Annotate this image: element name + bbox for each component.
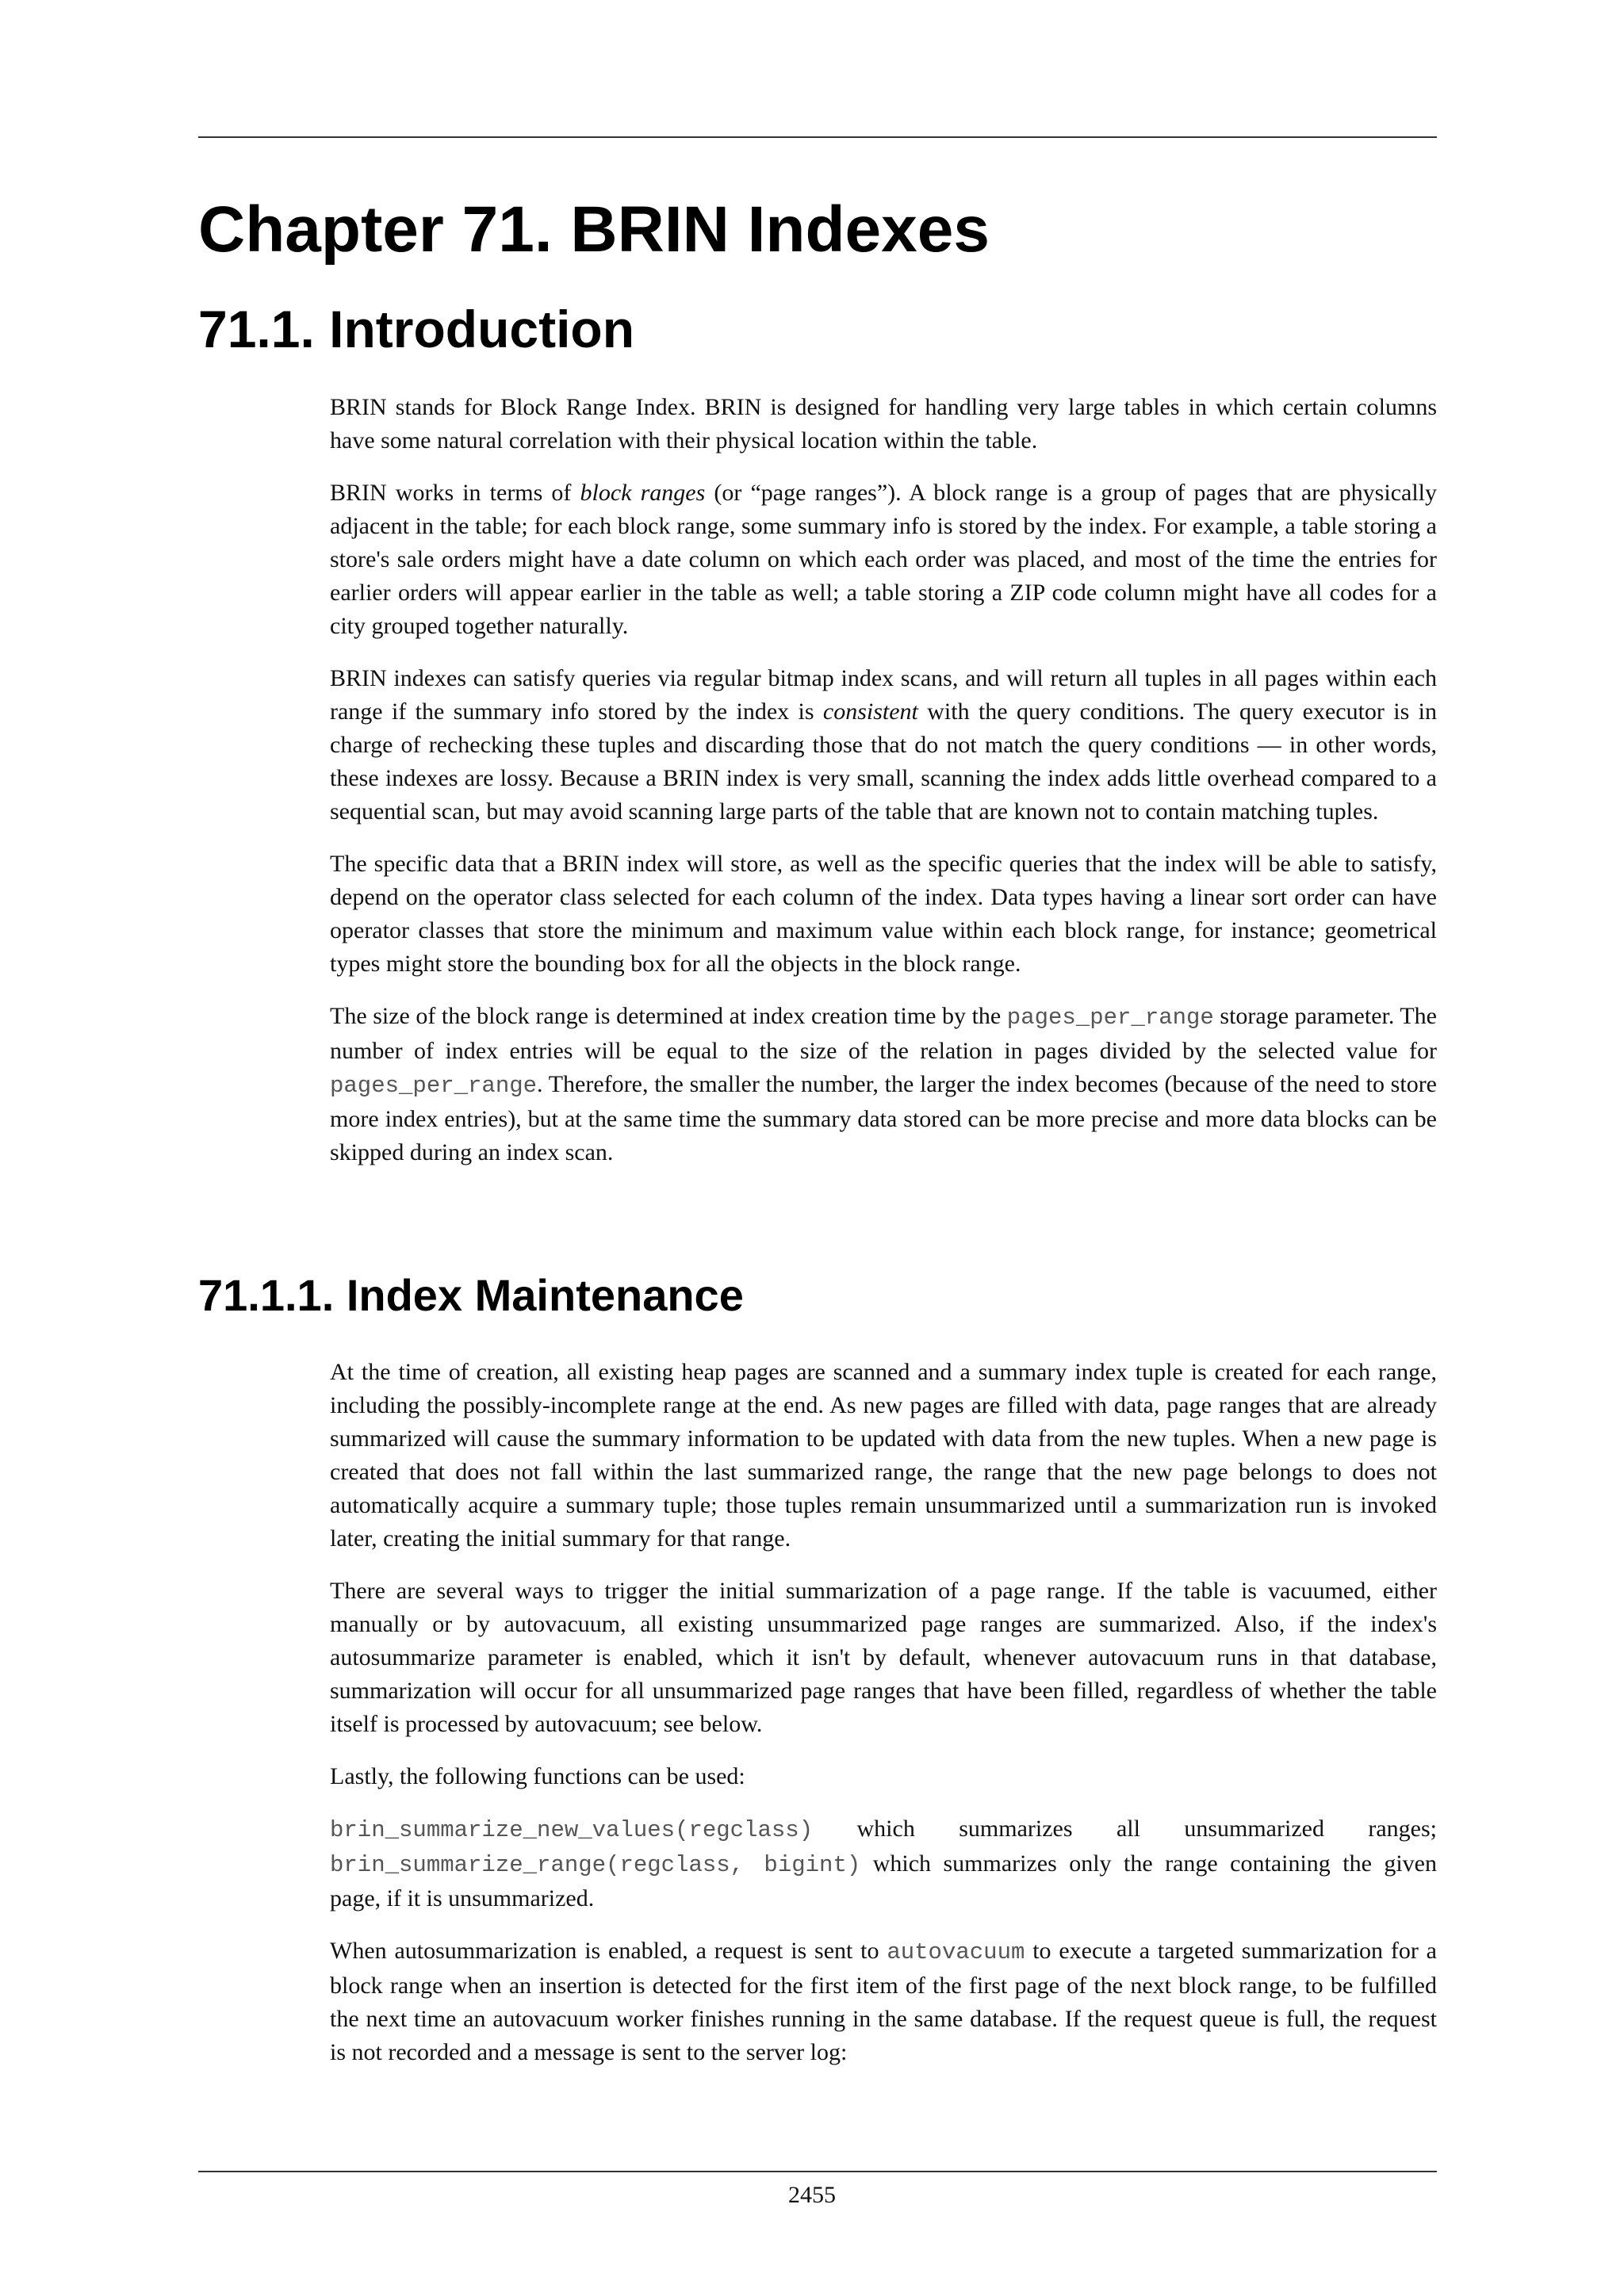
code-autovacuum: autovacuum — [887, 1939, 1025, 1965]
intro-p5-text-b: storage parameter. The number of index entries will be equal to the size of the relation in pages divided by the selected value for — [330, 1003, 1437, 1064]
fn2-description: which summarizes only the range containing the given page, if it is unsummarized. — [330, 1850, 1437, 1911]
introduction-body — [330, 391, 1437, 1188]
code-pages-per-range-2: pages_per_range — [330, 1073, 538, 1099]
function-list — [330, 1812, 1437, 1915]
intro-p2-text-b: (or “page ranges”). A block range is a group of pages that are physically adjacent in the table; for each block range, some summary info is stored by the index. For example, a table storing a store's sale orders might have a date column on which each order was placed, and most of the time the entries for earlier orders will appear earlier in the table as well; a table storing a ZIP code column might have all codes for a city grouped together naturally. — [330, 480, 1437, 639]
code-pages-per-range: pages_per_range — [1006, 1004, 1214, 1031]
maint-paragraph-3: Lastly, the following functions can be used: — [330, 1763, 745, 1789]
page-number: 2455 — [788, 2182, 836, 2208]
chapter-title: Chapter 71. BRIN Indexes — [198, 193, 990, 266]
term-block-ranges: block ranges — [580, 480, 706, 506]
intro-p3-text-a: BRIN indexes can satisfy queries via regular bitmap index scans, and will return all tuples in all pages within each range if the summary info stored by the index is — [330, 665, 1437, 725]
section-title-index-maintenance: 71.1.1. Index Maintenance — [198, 1270, 744, 1320]
term-consistent: consistent — [822, 698, 918, 725]
maintenance-body — [330, 1356, 1437, 2088]
intro-p2-text-a: BRIN works in terms of — [330, 480, 580, 506]
code-brin-summarize-range: brin_summarize_range(regclass, bigint) — [330, 1852, 861, 1878]
intro-paragraph-5 — [330, 1000, 1437, 1169]
maint-paragraph-4 — [330, 1934, 1437, 2069]
intro-paragraph-4: The specific data that a BRIN index will store, as well as the specific queries that the index will be able to satisfy, depend on the operator class selected for each column of the index. Data types having a linear sort order can have operator classes that store the minimum and maximum value within each block range, for instance; geometrical types might store the bounding box for all the objects in the block range. — [330, 851, 1437, 977]
intro-paragraph-2 — [330, 476, 1437, 643]
intro-p5-text-c: . Therefore, the smaller the number, the larger the index becomes (because of the need to store more index entries), but at the same time the summary data stored can be more precise and more data blocks can be skipped during an index scan. — [330, 1071, 1437, 1165]
section-title-introduction: 71.1. Introduction — [198, 300, 635, 358]
maint-p4-text-a: When autosummarization is enabled, a request is sent to — [330, 1938, 887, 1964]
maint-paragraph-1: At the time of creation, all existing heap pages are scanned and a summary index tuple is created for each range, including the possibly-incomplete range at the end. As new pages are filled with data, page ranges that are already summarized will cause the summary information to be updated with data from the new tuples. When a new page is created that does not fall within the last summarized range, the range that the new page belongs to does not automatically acquire a summary tuple; those tuples remain unsummarized until a summarization run is invoked later, creating the initial summary for that range. — [330, 1359, 1437, 1552]
intro-paragraph-1: BRIN stands for Block Range Index. BRIN is designed for handling very large tables in which certain columns have some natural correlation with their physical location within the table. — [330, 394, 1437, 453]
fn1-description: which summarizes all unsummarized ranges; — [813, 1816, 1437, 1842]
header-rule — [198, 136, 1437, 138]
intro-paragraph-3 — [330, 662, 1437, 828]
maint-paragraph-2: There are several ways to trigger the initial summarization of a page range. If the table is vacuumed, either manually or by autovacuum, all existing unsummarized page ranges are summarized. Also, if the index's autosummarize parameter is enabled, which it isn't by default, whenever autovacuum runs in that database, summarization will occur for all unsummarized page ranges that have been filled, regardless of whether the table itself is processed by autovacuum; see below. — [330, 1578, 1437, 1737]
intro-p5-text-a: The size of the block range is determined at index creation time by the — [330, 1003, 1007, 1029]
footer-rule — [198, 2171, 1437, 2172]
code-brin-summarize-new-values: brin_summarize_new_values(regclass) — [330, 1817, 814, 1843]
intro-p3-text-b: with the query conditions. The query executor is in charge of rechecking these tuples and discarding those that do not match the query conditions — in other words, these indexes are lossy. Because a BRIN index is very small, scanning the index adds little overhead compared to a sequential scan, but may avoid scanning large parts of the table that are known not to contain matching tuples. — [330, 698, 1437, 825]
maint-p4-text-b: to execute a targeted summarization for a block range when an insertion is detected for the first item of the first page of the next block range, to be fulfilled the next time an autovacuum worker finishes running in the same database. If the request queue is full, the request is not recorded and a message is sent to the server log: — [330, 1938, 1437, 2065]
